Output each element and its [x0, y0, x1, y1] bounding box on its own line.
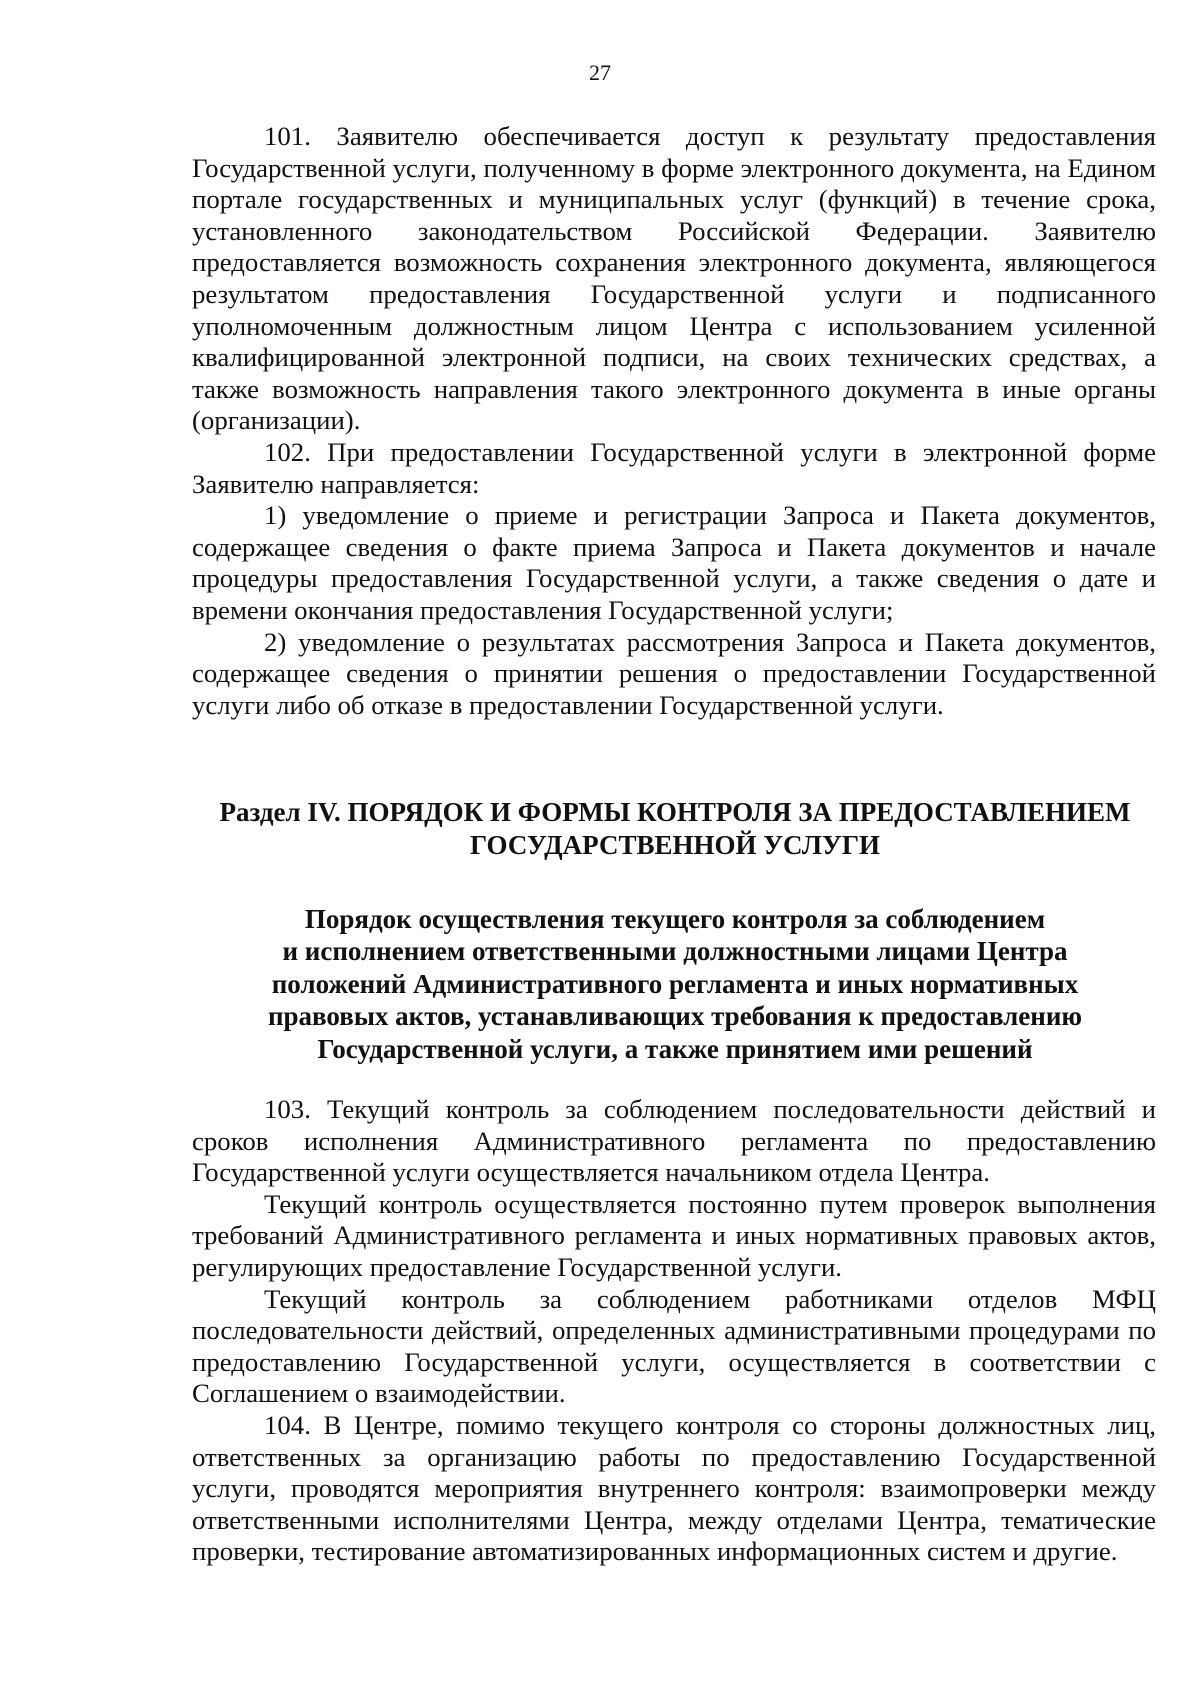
subsection-title-line-3: положений Административного регламента и иных нормативных — [271, 968, 1079, 999]
subsection-title-line-5: Государственной услуги, а также принятием ими решений — [317, 1033, 1033, 1064]
paragraph-101: 101. Заявителю обеспечивается доступ к результату предоставления Государственной услуги, полученному в форме электронного документа, на Едином портале государственных и муниципальных услуг (функций) в течение срока, установленного законодательством Российской Федерации. Заявителю предоставляется возможность сохранения электронного документа, являющегося результатом предоставления Государственной услуги и подписанного уполномоченным должностным лицом Центра с использованием усиленной квалифицированной электронной подписи, на своих технических средствах, а также возможность направления такого электронного документа в иные органы (организации). — [192, 121, 1156, 436]
section-title-line-1: Раздел IV. ПОРЯДОК И ФОРМЫ КОНТРОЛЯ ЗА ПРЕДОСТАВЛЕНИЕМ — [219, 797, 1131, 827]
paragraphs-top — [192, 121, 1156, 721]
subsection-title-line-4: правовых актов, устанавливающих требования к предоставлению — [267, 1001, 1083, 1032]
paragraph-102-item-1: 1) уведомление о приеме и регистрации Запроса и Пакета документов, содержащее сведения о факте приема Запроса и Пакета документов и начале процедуры предоставления Государственной услуги, а также сведения о дате и времени окончания предоставления Государственной услуги; — [192, 500, 1156, 625]
paragraph-103-mfc-control: Текущий контроль за соблюдением работниками отделов МФЦ последовательности действий, определенных административными процедурами по предоставлению Государственной услуги, осуществляется в соответствии с Соглашением о взаимодействии. — [192, 1283, 1156, 1409]
paragraphs-bottom — [192, 1094, 1156, 1568]
subsection-title — [180, 903, 1170, 1065]
paragraph-103: 103. Текущий контроль за соблюдением последовательности действий и сроков исполнения Административного регламента по предоставлению Государственной услуги осуществляется начальником отдела Центра. — [192, 1094, 1156, 1188]
section-title-line-2: ГОСУДАРСТВЕННОЙ УСЛУГИ — [470, 830, 880, 860]
paragraph-103-current-control: Текущий контроль осуществляется постоянно путем проверок выполнения требований Административного регламента и иных нормативных правовых актов, регулирующих предоставление Государственной услуги. — [192, 1188, 1156, 1282]
paragraph-104: 104. В Центре, помимо текущего контроля со стороны должностных лиц, ответственных за организацию работы по предоставлению Государственной услуги, проводятся мероприятия внутреннего контроля: взаимопроверки между ответственными исполнителями Центра, между отделами Центра, тематические проверки, тестирование автоматизированных информационных систем и другие. — [192, 1409, 1156, 1567]
paragraph-102: 102. При предоставлении Государственной услуги в электронной форме Заявителю направляется: — [192, 436, 1156, 499]
subsection-title-line-2: и исполнением ответственными должностными лицами Центра — [282, 936, 1068, 967]
subsection-title-line-1: Порядок осуществления текущего контроля за соблюдением — [304, 904, 1046, 934]
paragraph-102-item-2: 2) уведомление о результатах рассмотрения Запроса и Пакета документов, содержащее сведения о принятии решения о предоставлении Государственной услуги либо об отказе в предоставлении Государственной услуги. — [192, 626, 1156, 720]
section-title — [180, 796, 1170, 862]
page-number: 27 — [589, 60, 611, 85]
